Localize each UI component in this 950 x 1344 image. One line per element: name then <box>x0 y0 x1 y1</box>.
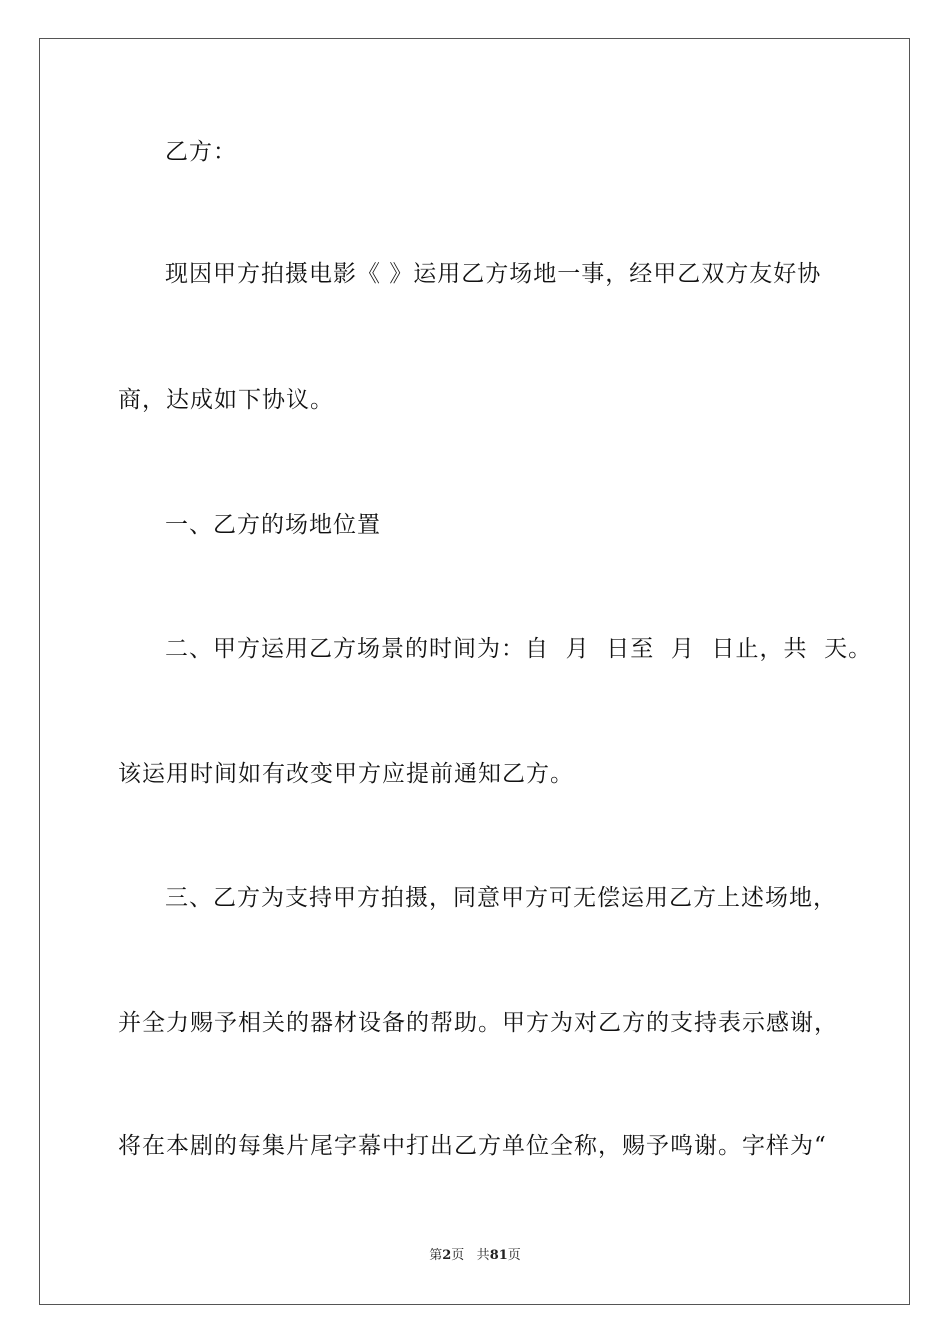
footer-page-suffix: 页 <box>451 1248 465 1263</box>
clause-2-line-1: 二、甲方运用乙方场景的时间为：自 月 日至 月 日止，共 天。 <box>165 636 873 662</box>
footer-total-prefix: 共 <box>476 1248 490 1263</box>
footer-total-suffix: 页 <box>507 1248 521 1263</box>
footer-total-pages: 81 <box>489 1248 508 1263</box>
clause-2-line-2: 该运用时间如有改变甲方应提前通知乙方。 <box>118 761 574 787</box>
paragraph-intro-line-1: 现因甲方拍摄电影《 》运用乙方场地一事，经甲乙双方友好协 <box>165 261 822 287</box>
clause-3-line-1: 三、乙方为支持甲方拍摄，同意甲方可无偿运用乙方上述场地， <box>165 885 837 911</box>
page-footer <box>0 1247 950 1265</box>
clause-3-line-3: 将在本剧的每集片尾字幕中打出乙方单位全称，赐予鸣谢。字样为“ <box>118 1133 827 1159</box>
footer-page-number: 2 <box>442 1248 452 1263</box>
footer-page-prefix: 第 <box>429 1248 443 1263</box>
page-frame <box>39 38 910 1305</box>
clause-3-line-2: 并全力赐予相关的器材设备的帮助。甲方为对乙方的支持表示感谢， <box>118 1010 838 1036</box>
paragraph-intro-line-2: 商，达成如下协议。 <box>118 387 334 413</box>
clause-1-heading: 一、乙方的场地位置 <box>165 512 381 538</box>
party-b-label: 乙方： <box>165 139 237 165</box>
